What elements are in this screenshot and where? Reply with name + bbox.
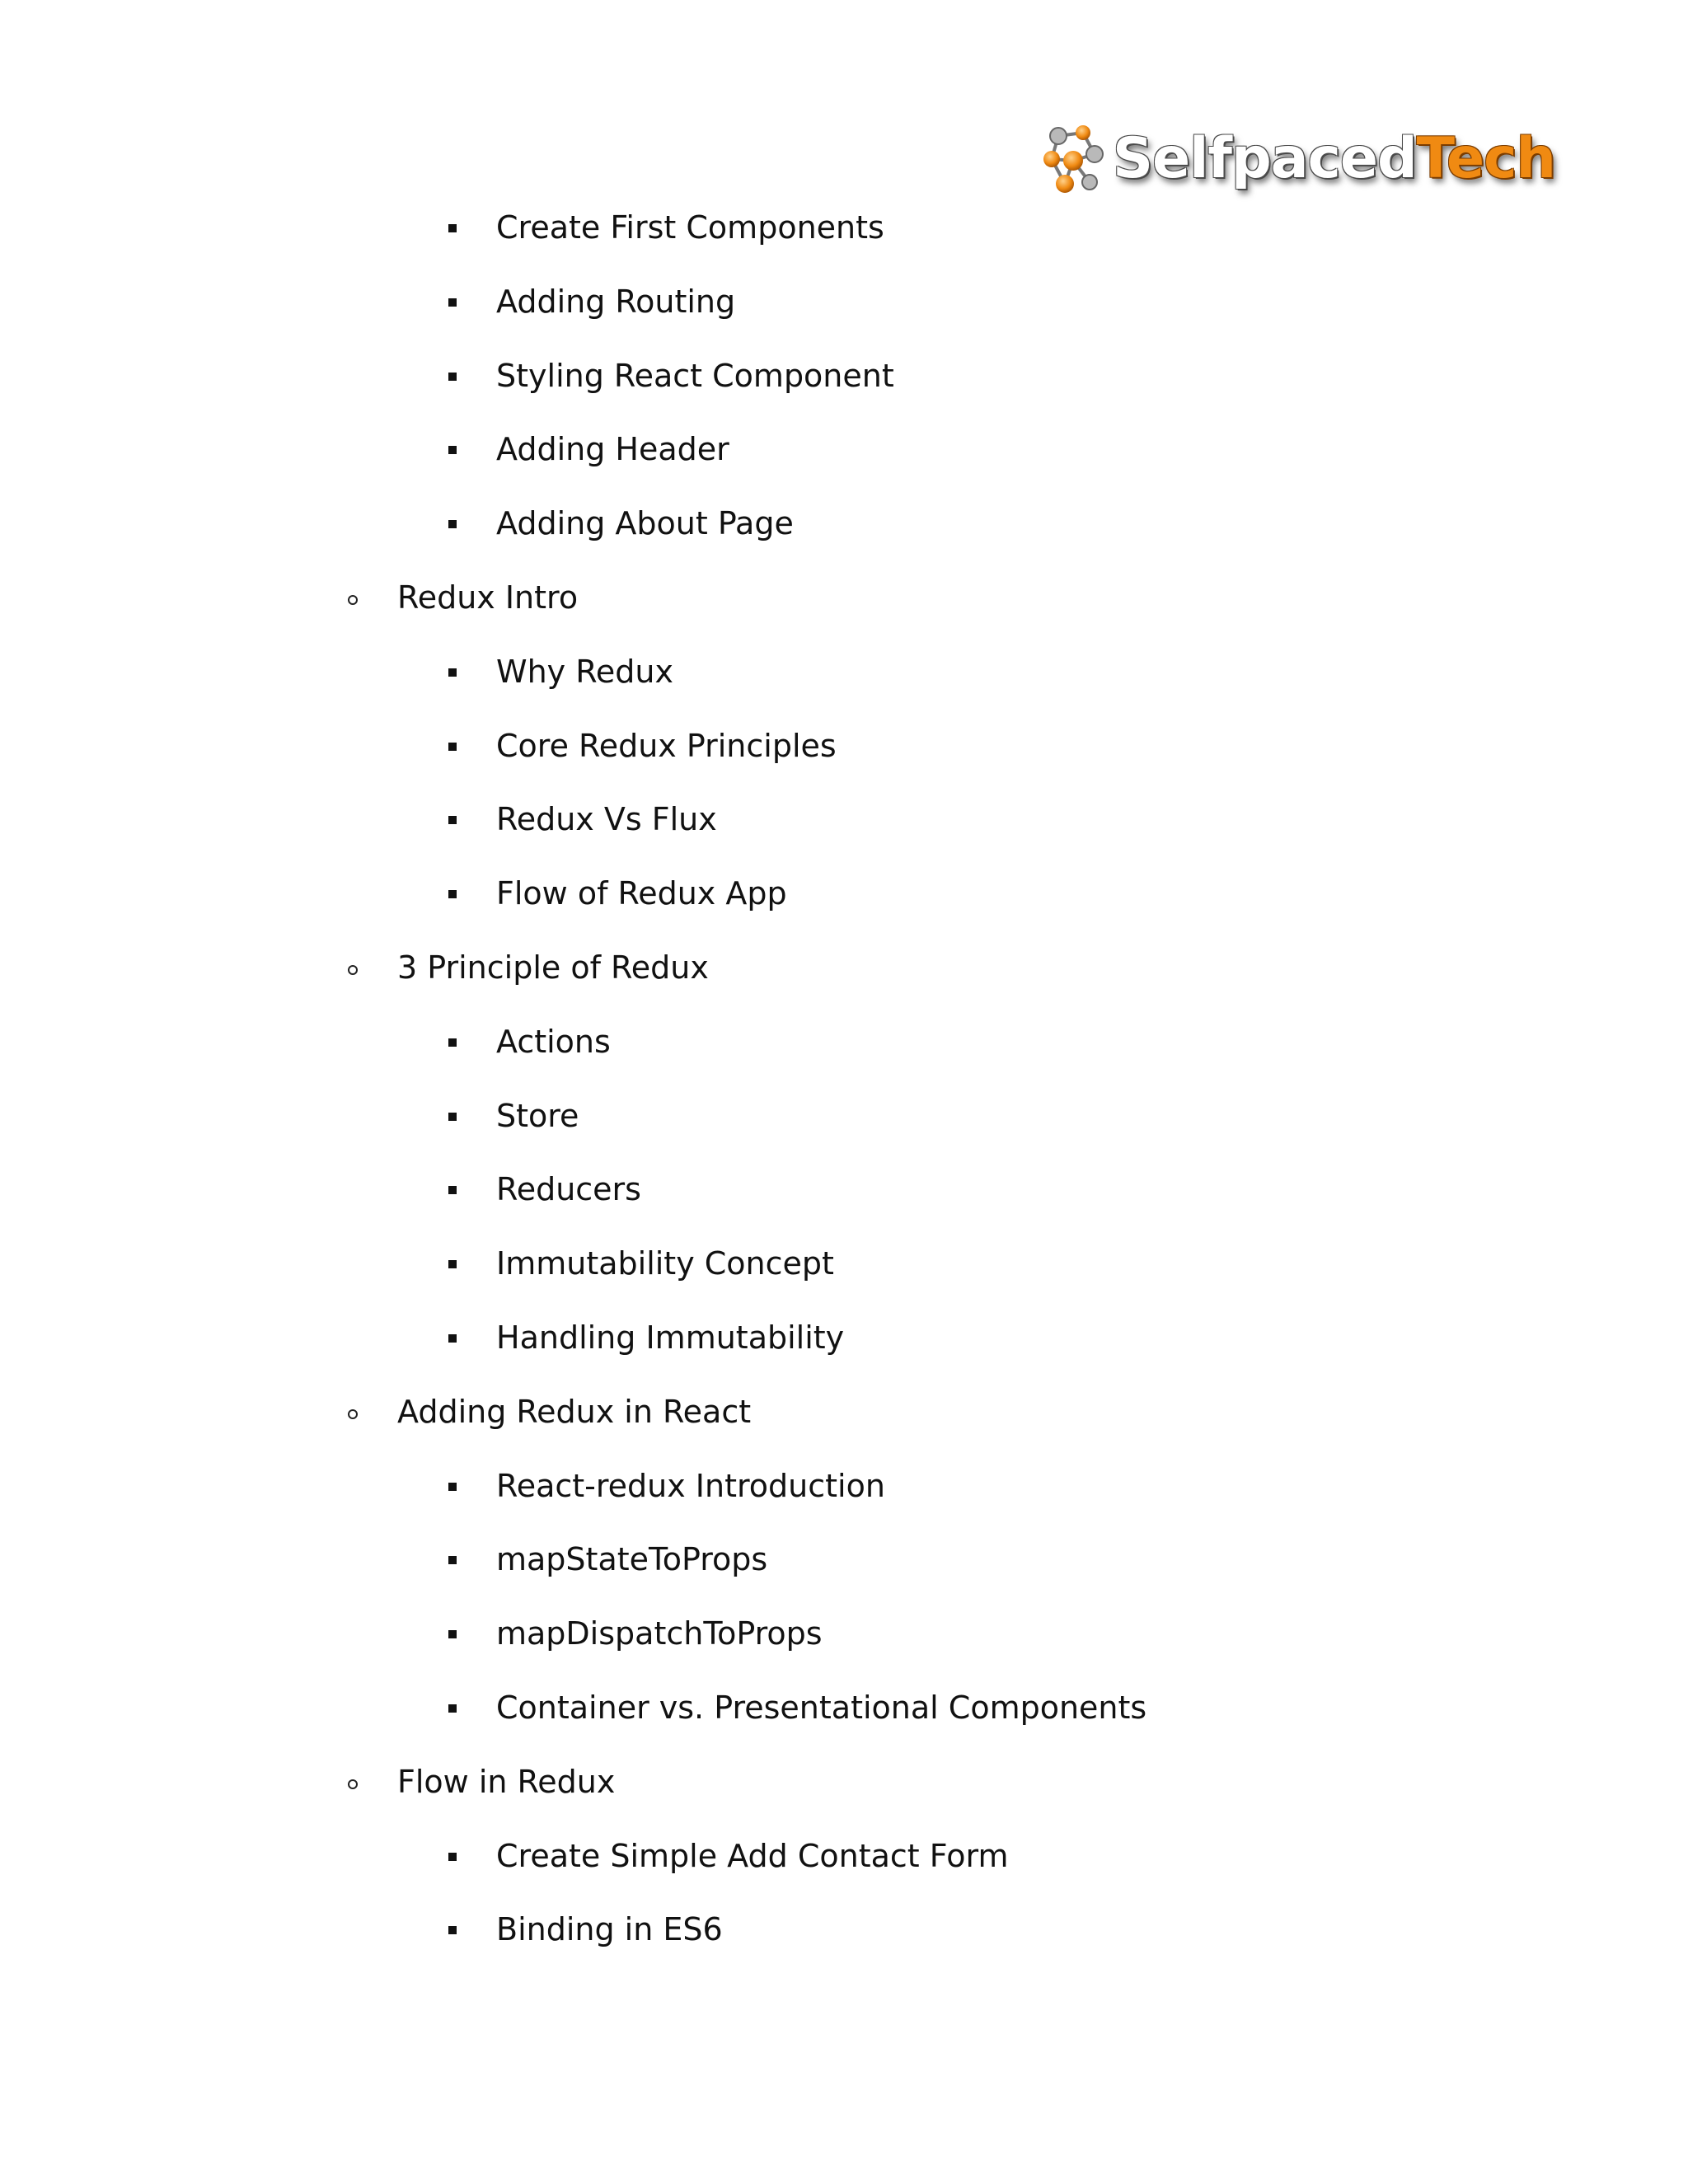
hollow-circle-bullet-icon (348, 595, 358, 605)
outline-section-item (0, 931, 1688, 1005)
outline-item-label: Redux Vs Flux (496, 801, 717, 838)
outline-subitem (0, 1893, 1688, 1967)
outline-subitem (0, 635, 1688, 710)
logo-wordmark (1113, 126, 1555, 191)
square-bullet-icon (448, 298, 457, 307)
outline-subitem (0, 1671, 1688, 1746)
outline-subitem (0, 340, 1688, 414)
outline-item-label: 3 Principle of Redux (397, 949, 709, 986)
outline-subitem (0, 1005, 1688, 1080)
square-bullet-icon (448, 1186, 457, 1194)
logo-text-tech: Tech (1416, 126, 1555, 191)
outline-item-label: React-redux Introduction (496, 1467, 885, 1504)
square-bullet-icon (448, 373, 457, 381)
outline-item-label: Store (496, 1097, 579, 1134)
outline-subitem (0, 857, 1688, 931)
outline-item-label: Binding in ES6 (496, 1911, 723, 1948)
square-bullet-icon (448, 446, 457, 454)
square-bullet-icon (448, 1113, 457, 1121)
outline-item-label: Adding Redux in React (397, 1393, 752, 1430)
outline-subitem (0, 1227, 1688, 1301)
square-bullet-icon (448, 1260, 457, 1268)
square-bullet-icon (448, 1704, 457, 1713)
hollow-circle-bullet-icon (348, 1409, 358, 1419)
outline-item-label: Flow of Redux App (496, 875, 787, 912)
outline-item-label: Reducers (496, 1171, 641, 1208)
square-bullet-icon (448, 520, 457, 528)
square-bullet-icon (448, 224, 457, 232)
hollow-circle-bullet-icon (348, 1779, 358, 1789)
square-bullet-icon (448, 743, 457, 751)
outline-section-item (0, 561, 1688, 635)
square-bullet-icon (448, 1334, 457, 1343)
outline-subitem (0, 1523, 1688, 1597)
outline-item-label: Adding Routing (496, 283, 736, 320)
outline-subitem (0, 1450, 1688, 1524)
outline-item-label: mapDispatchToProps (496, 1615, 823, 1652)
square-bullet-icon (448, 816, 457, 824)
square-bullet-icon (448, 1038, 457, 1047)
outline-item-label: Create Simple Add Contact Form (496, 1837, 1009, 1874)
square-bullet-icon (448, 668, 457, 677)
square-bullet-icon (448, 890, 457, 898)
outline-subitem (0, 413, 1688, 487)
outline-subitem (0, 191, 1688, 265)
outline-subitem (0, 710, 1688, 784)
square-bullet-icon (448, 1483, 457, 1491)
outline-section-item (0, 1746, 1688, 1820)
outline-section-item (0, 1376, 1688, 1450)
outline-subitem (0, 265, 1688, 340)
outline-subitem (0, 1080, 1688, 1154)
outline-subitem (0, 1153, 1688, 1227)
hexagon-molecule-icon (1040, 118, 1108, 200)
outline-item-label: Core Redux Principles (496, 727, 837, 764)
square-bullet-icon (448, 1556, 457, 1564)
outline-item-label: Flow in Redux (397, 1763, 616, 1800)
outline-subitem (0, 783, 1688, 857)
outline-item-label: Container vs. Presentational Components (496, 1689, 1147, 1726)
outline-subitem (0, 1820, 1688, 1894)
course-outline-list (0, 191, 1688, 1967)
outline-item-label: Create First Components (496, 209, 884, 246)
outline-item-label: mapStateToProps (496, 1541, 768, 1578)
outline-item-label: Redux Intro (397, 579, 579, 616)
outline-item-label: Actions (496, 1023, 611, 1060)
logo-text-self: Selfpaced (1113, 126, 1417, 191)
square-bullet-icon (448, 1926, 457, 1934)
outline-item-label: Immutability Concept (496, 1245, 834, 1282)
square-bullet-icon (448, 1853, 457, 1861)
outline-subitem (0, 1597, 1688, 1671)
square-bullet-icon (448, 1630, 457, 1638)
outline-item-label: Styling React Component (496, 357, 894, 394)
outline-subitem (0, 487, 1688, 561)
outline-item-label: Handling Immutability (496, 1319, 845, 1356)
outline-item-label: Adding Header (496, 431, 729, 468)
outline-item-label: Why Redux (496, 653, 673, 690)
outline-item-label: Adding About Page (496, 505, 794, 542)
outline-subitem (0, 1301, 1688, 1376)
hollow-circle-bullet-icon (348, 965, 358, 975)
